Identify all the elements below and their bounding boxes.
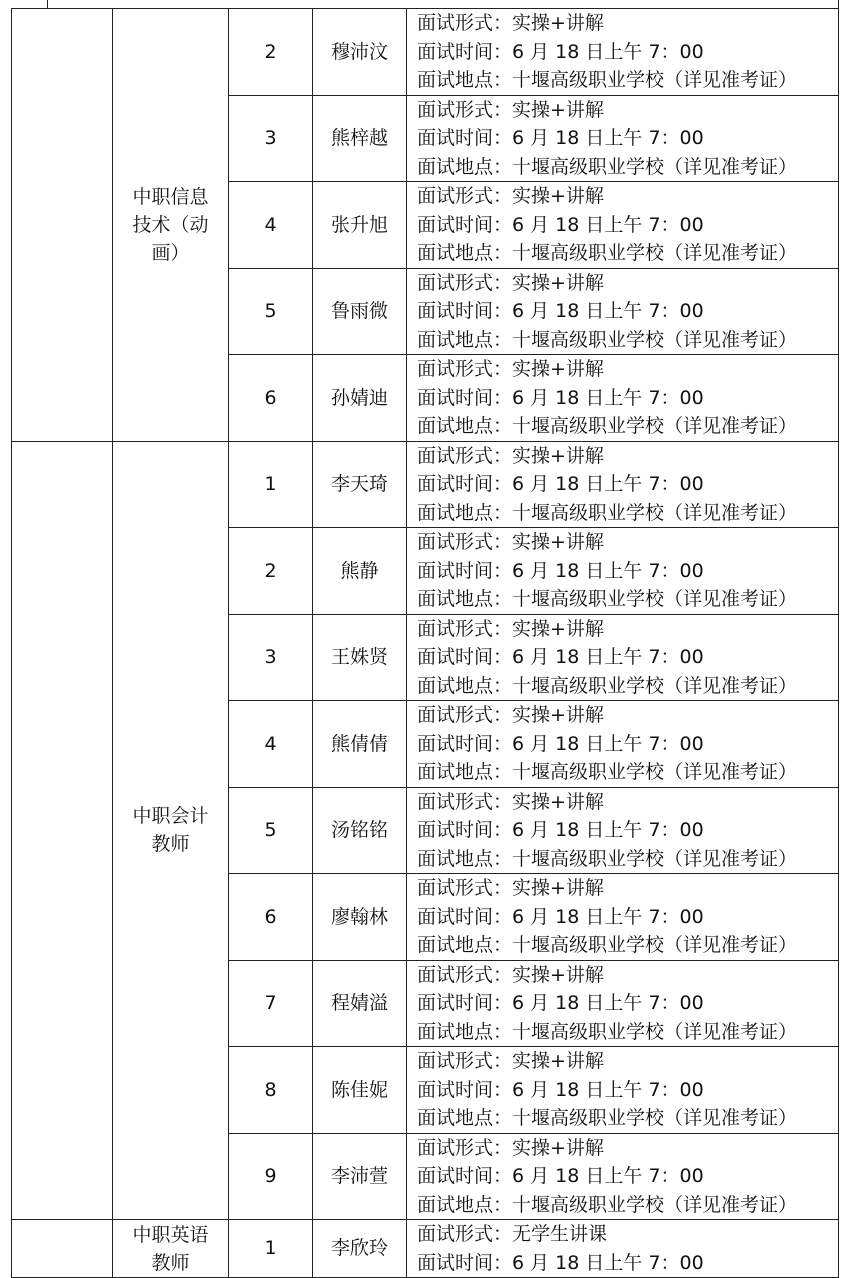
name-cell [313,960,407,1047]
interview-time-line [417,38,838,67]
interview-time-line [417,297,838,326]
interview-format-value: 实操+讲解 [512,185,604,207]
interview-time-label: 面试时间： [417,732,513,755]
interview-format-value: 实操+讲解 [512,444,604,467]
number-cell [229,1220,313,1278]
number-cell [229,355,313,442]
interview-time-value: 6 月 18 日上午 7：00 [512,992,704,1014]
blank-cell [12,441,113,1220]
candidate-number: 8 [264,1078,277,1101]
interview-place-value: 十堰高级职业学校（详见准考证） [512,69,798,91]
interview-time-value: 6 月 18 日上午 7：00 [512,732,704,755]
interview-place-line [417,1191,838,1220]
interview-time-label: 面试时间： [417,646,513,668]
number-cell [229,1133,313,1220]
interview-time-line [417,1162,838,1191]
interview-place-label: 面试地点： [417,1107,513,1129]
interview-time-label: 面试时间： [417,1165,513,1187]
interview-format-label: 面试形式： [417,185,513,207]
interview-format-value: 无学生讲课 [512,1223,608,1245]
interview-place-line [417,153,838,182]
candidate-name: 鲁雨微 [330,300,388,322]
interview-format-value: 实操+讲解 [512,790,604,813]
position-label: 中职英语 [132,1223,209,1246]
interview-info-cell [407,441,839,528]
interview-place-line [417,239,838,268]
name-cell [313,268,407,355]
interview-time-label: 面试时间： [417,127,513,149]
interview-time-value: 6 月 18 日上午 7：00 [512,1165,704,1187]
interview-time-value: 6 月 18 日上午 7：00 [512,300,704,322]
interview-place-value: 十堰高级职业学校（详见准考证） [512,1107,798,1129]
interview-time-value: 6 月 18 日上午 7：00 [512,1251,704,1274]
candidate-name: 张升旭 [330,213,388,236]
candidate-number: 4 [264,213,277,236]
interview-format-value: 实操+讲解 [512,963,604,986]
interview-info-cell [407,1220,839,1278]
interview-format-label: 面试形式： [417,1136,513,1159]
number-cell [229,441,313,528]
number-cell [229,701,313,788]
candidate-name: 李欣玲 [330,1237,388,1260]
table-row [12,441,839,528]
interview-format-label: 面试形式： [417,444,513,467]
interview-time-label: 面试时间： [417,386,513,409]
candidate-name: 陈佳妮 [330,1078,388,1101]
interview-format-value: 实操+讲解 [512,531,604,553]
interview-time-label: 面试时间： [417,992,513,1014]
interview-place-value: 十堰高级职业学校（详见准考证） [512,674,798,697]
interview-info-cell [407,874,839,961]
interview-place-line [417,585,838,614]
interview-time-label: 面试时间： [417,473,513,495]
interview-place-line [417,412,838,441]
interview-time-value: 6 月 18 日上午 7：00 [512,905,704,928]
interview-info-cell [407,268,839,355]
position-label: 教师 [151,1251,190,1274]
interview-format-line [417,874,838,903]
interview-format-label: 面试形式： [417,358,513,380]
interview-place-value: 十堰高级职业学校（详见准考证） [512,328,798,351]
interview-info-cell [407,95,839,182]
interview-place-value: 十堰高级职业学校（详见准考证） [512,934,798,956]
interview-time-line [417,903,838,932]
interview-time-line [417,989,838,1018]
interview-table [11,8,839,1278]
name-cell [313,787,407,874]
interview-format-line [417,615,838,644]
name-cell [313,9,407,96]
number-cell [229,268,313,355]
interview-time-label: 面试时间： [417,819,513,841]
interview-place-label: 面试地点： [417,69,513,91]
interview-format-line [417,442,838,471]
name-cell [313,528,407,615]
candidate-number: 3 [264,127,277,149]
interview-place-value: 十堰高级职业学校（详见准考证） [512,415,798,437]
interview-place-value: 十堰高级职业学校（详见准考证） [512,761,798,783]
blank-cell [12,9,113,442]
interview-time-line [417,816,838,845]
interview-place-label: 面试地点： [417,328,513,351]
interview-format-label: 面试形式： [417,617,513,640]
candidate-name: 李天琦 [330,473,388,495]
candidate-name: 李沛萱 [330,1165,388,1187]
interview-format-line [417,1047,838,1076]
interview-info-cell [407,787,839,874]
column-divider [838,0,839,8]
interview-format-label: 面试形式： [417,12,513,34]
interview-info-cell [407,9,839,96]
interview-format-value: 实操+讲解 [512,704,604,726]
candidate-name: 程婧溢 [330,992,388,1014]
name-cell [313,441,407,528]
number-cell [229,874,313,961]
interview-time-value: 6 月 18 日上午 7：00 [512,559,704,582]
interview-format-value: 实操+讲解 [512,271,604,294]
interview-place-line [417,326,838,355]
candidate-number: 5 [264,819,277,841]
interview-info-cell [407,528,839,615]
interview-time-value: 6 月 18 日上午 7：00 [512,819,704,841]
interview-format-label: 面试形式： [417,1223,513,1245]
table-row [12,9,839,96]
interview-place-line [417,758,838,787]
interview-time-label: 面试时间： [417,1251,513,1274]
candidate-number: 2 [264,559,277,582]
table-top-continuation [0,0,850,8]
candidate-number: 2 [264,40,277,63]
interview-info-cell [407,355,839,442]
candidate-name: 孙婧迪 [330,386,388,409]
interview-time-line [417,1249,838,1278]
candidate-number: 4 [264,732,277,755]
name-cell [313,182,407,269]
interview-time-value: 6 月 18 日上午 7：00 [512,1078,704,1101]
interview-place-line [417,1018,838,1047]
interview-place-value: 十堰高级职业学校（详见准考证） [512,588,798,610]
candidate-number: 1 [264,1237,277,1260]
interview-time-label: 面试时间： [417,40,513,63]
blank-cell [12,1220,113,1278]
interview-time-line [417,1076,838,1105]
interview-format-label: 面试形式： [417,877,513,899]
interview-time-label: 面试时间： [417,559,513,582]
interview-format-line [417,269,838,298]
candidate-number: 9 [264,1165,277,1187]
interview-place-line [417,499,838,528]
interview-place-line [417,931,838,960]
interview-format-line [417,961,838,990]
interview-info-cell [407,1047,839,1134]
name-cell [313,874,407,961]
interview-time-value: 6 月 18 日上午 7：00 [512,386,704,409]
table-row [12,1220,839,1278]
interview-format-value: 实操+讲解 [512,98,604,121]
name-cell [313,614,407,701]
candidate-number: 7 [264,992,277,1014]
candidate-number: 3 [264,646,277,668]
name-cell [313,95,407,182]
interview-place-label: 面试地点： [417,242,513,264]
interview-time-line [417,211,838,240]
interview-time-line [417,557,838,586]
interview-place-label: 面试地点： [417,415,513,437]
interview-format-line [417,355,838,384]
interview-place-line [417,1104,838,1133]
interview-place-label: 面试地点： [417,501,513,524]
interview-time-line [417,384,838,413]
candidate-number: 6 [264,905,277,928]
interview-format-line [417,96,838,125]
interview-place-label: 面试地点： [417,761,513,783]
interview-format-line [417,788,838,817]
interview-place-line [417,66,838,95]
candidate-name: 熊倩倩 [330,732,388,755]
interview-place-label: 面试地点： [417,1020,513,1043]
candidate-name: 汤铭铭 [330,819,388,841]
interview-place-label: 面试地点： [417,155,513,178]
candidate-name: 熊静 [340,559,379,582]
candidate-name: 熊梓越 [330,127,388,149]
position-cell [113,1220,229,1278]
interview-place-value: 十堰高级职业学校（详见准考证） [512,155,798,178]
position-label: 中职信息 [132,185,209,208]
interview-time-value: 6 月 18 日上午 7：00 [512,127,704,149]
interview-format-label: 面试形式： [417,271,513,294]
name-cell [313,355,407,442]
interview-format-label: 面试形式： [417,704,513,726]
interview-format-line [417,528,838,557]
interview-info-cell [407,701,839,788]
number-cell [229,182,313,269]
position-label: 教师 [151,833,190,856]
interview-time-label: 面试时间： [417,1078,513,1101]
interview-time-value: 6 月 18 日上午 7：00 [512,646,704,668]
interview-format-line [417,1134,838,1163]
interview-place-value: 十堰高级职业学校（详见准考证） [512,1020,798,1043]
interview-format-label: 面试形式： [417,790,513,813]
position-cell [113,441,229,1220]
interview-format-label: 面试形式： [417,98,513,121]
interview-format-label: 面试形式： [417,963,513,986]
candidate-name: 廖翰林 [330,905,388,928]
position-label: 画） [151,241,190,264]
candidate-name: 王姝贤 [330,646,388,668]
number-cell [229,1047,313,1134]
number-cell [229,528,313,615]
candidate-number: 5 [264,300,277,322]
interview-time-value: 6 月 18 日上午 7：00 [512,40,704,63]
interview-format-value: 实操+讲解 [512,1136,604,1159]
interview-time-line [417,643,838,672]
column-divider [47,0,48,8]
number-cell [229,9,313,96]
name-cell [313,1220,407,1278]
interview-time-line [417,730,838,759]
interview-place-line [417,845,838,874]
interview-time-label: 面试时间： [417,905,513,928]
interview-place-label: 面试地点： [417,847,513,870]
interview-format-value: 实操+讲解 [512,877,604,899]
interview-place-value: 十堰高级职业学校（详见准考证） [512,847,798,870]
interview-place-value: 十堰高级职业学校（详见准考证） [512,242,798,264]
interview-place-label: 面试地点： [417,1193,513,1216]
name-cell [313,701,407,788]
interview-place-label: 面试地点： [417,674,513,697]
interview-time-line [417,124,838,153]
interview-info-cell [407,614,839,701]
name-cell [313,1133,407,1220]
interview-place-value: 十堰高级职业学校（详见准考证） [512,1193,798,1216]
interview-place-line [417,672,838,701]
number-cell [229,95,313,182]
interview-time-value: 6 月 18 日上午 7：00 [512,213,704,236]
position-cell [113,9,229,442]
interview-place-label: 面试地点： [417,588,513,610]
interview-format-line [417,182,838,211]
interview-format-label: 面试形式： [417,1050,513,1072]
name-cell [313,1047,407,1134]
interview-format-label: 面试形式： [417,531,513,553]
interview-time-line [417,470,838,499]
interview-format-value: 实操+讲解 [512,617,604,640]
interview-place-value: 十堰高级职业学校（详见准考证） [512,501,798,524]
interview-time-label: 面试时间： [417,213,513,236]
interview-time-value: 6 月 18 日上午 7：00 [512,473,704,495]
interview-time-label: 面试时间： [417,300,513,322]
interview-format-value: 实操+讲解 [512,12,604,34]
interview-format-line [417,1220,838,1249]
number-cell [229,614,313,701]
interview-place-label: 面试地点： [417,934,513,956]
interview-format-line [417,9,838,38]
position-label: 技术（动 [132,213,209,236]
number-cell [229,960,313,1047]
position-label: 中职会计 [132,805,209,828]
candidate-name: 穆沛汶 [330,40,388,63]
interview-info-cell [407,1133,839,1220]
number-cell [229,787,313,874]
interview-format-line [417,701,838,730]
interview-info-cell [407,182,839,269]
interview-format-value: 实操+讲解 [512,358,604,380]
interview-info-cell [407,960,839,1047]
candidate-number: 6 [264,386,277,409]
interview-format-value: 实操+讲解 [512,1050,604,1072]
candidate-number: 1 [264,473,277,495]
